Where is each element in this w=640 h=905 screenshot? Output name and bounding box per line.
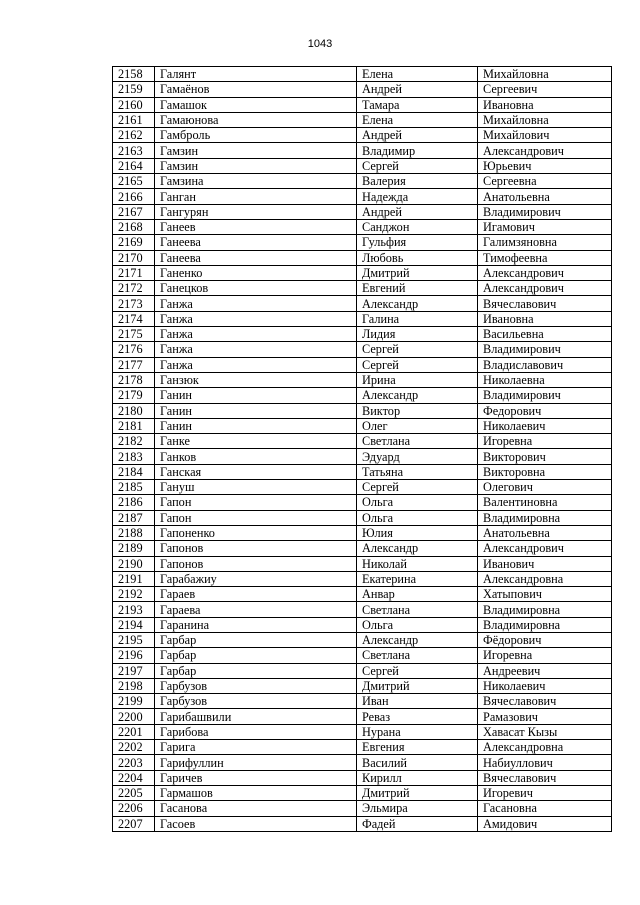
cell-patronymic: Вячеславович — [478, 694, 612, 709]
cell-last-name: Ганке — [155, 434, 357, 449]
cell-first-name: Елена — [357, 112, 478, 127]
cell-first-name: Сергей — [357, 158, 478, 173]
cell-last-name: Гамзин — [155, 158, 357, 173]
table-row — [113, 174, 612, 189]
cell-number: 2199 — [113, 694, 155, 709]
cell-number: 2190 — [113, 556, 155, 571]
table-row — [113, 663, 612, 678]
cell-last-name: Ганган — [155, 189, 357, 204]
cell-number: 2174 — [113, 311, 155, 326]
cell-first-name: Реваз — [357, 709, 478, 724]
cell-last-name: Ганин — [155, 403, 357, 418]
cell-first-name: Эльмира — [357, 801, 478, 816]
table-row — [113, 434, 612, 449]
cell-patronymic: Николаевич — [478, 418, 612, 433]
table-row — [113, 724, 612, 739]
table-row — [113, 388, 612, 403]
cell-first-name: Надежда — [357, 189, 478, 204]
cell-first-name: Галина — [357, 311, 478, 326]
table-row — [113, 250, 612, 265]
cell-first-name: Николай — [357, 556, 478, 571]
table-row — [113, 510, 612, 525]
cell-last-name: Гарбузов — [155, 694, 357, 709]
cell-last-name: Гаричев — [155, 770, 357, 785]
cell-number: 2169 — [113, 235, 155, 250]
cell-patronymic: Васильевна — [478, 327, 612, 342]
cell-last-name: Галянт — [155, 67, 357, 82]
cell-first-name: Ольга — [357, 495, 478, 510]
cell-last-name: Гасоев — [155, 816, 357, 831]
cell-last-name: Ганенко — [155, 265, 357, 280]
cell-first-name: Светлана — [357, 648, 478, 663]
table-row — [113, 709, 612, 724]
table-row — [113, 281, 612, 296]
table-row — [113, 587, 612, 602]
page-number: 1043 — [307, 38, 333, 50]
names-table — [112, 66, 612, 832]
cell-number: 2201 — [113, 724, 155, 739]
cell-number: 2173 — [113, 296, 155, 311]
cell-last-name: Ганжа — [155, 311, 357, 326]
cell-first-name: Кирилл — [357, 770, 478, 785]
cell-first-name: Александр — [357, 632, 478, 647]
cell-last-name: Гапонов — [155, 556, 357, 571]
cell-number: 2192 — [113, 587, 155, 602]
cell-number: 2175 — [113, 327, 155, 342]
cell-last-name: Гануш — [155, 480, 357, 495]
cell-patronymic: Александрович — [478, 541, 612, 556]
cell-patronymic: Александровна — [478, 740, 612, 755]
cell-patronymic: Викторовна — [478, 464, 612, 479]
table-row — [113, 449, 612, 464]
cell-first-name: Екатерина — [357, 571, 478, 586]
cell-first-name: Светлана — [357, 602, 478, 617]
cell-first-name: Светлана — [357, 434, 478, 449]
cell-first-name: Санджон — [357, 219, 478, 234]
cell-patronymic: Владимировна — [478, 510, 612, 525]
cell-patronymic: Федорович — [478, 403, 612, 418]
cell-patronymic: Амидович — [478, 816, 612, 831]
cell-first-name: Дмитрий — [357, 678, 478, 693]
cell-number: 2167 — [113, 204, 155, 219]
cell-first-name: Андрей — [357, 128, 478, 143]
cell-first-name: Валерия — [357, 174, 478, 189]
cell-last-name: Гарбар — [155, 648, 357, 663]
cell-first-name: Ирина — [357, 372, 478, 387]
table-row — [113, 755, 612, 770]
cell-last-name: Гараева — [155, 602, 357, 617]
cell-patronymic: Тимофеевна — [478, 250, 612, 265]
cell-first-name: Ольга — [357, 617, 478, 632]
table-row — [113, 678, 612, 693]
table-row — [113, 602, 612, 617]
cell-last-name: Ганжа — [155, 296, 357, 311]
cell-patronymic: Валентиновна — [478, 495, 612, 510]
cell-patronymic: Галимзяновна — [478, 235, 612, 250]
cell-first-name: Любовь — [357, 250, 478, 265]
cell-number: 2162 — [113, 128, 155, 143]
cell-number: 2172 — [113, 281, 155, 296]
table-row — [113, 82, 612, 97]
cell-last-name: Гамзина — [155, 174, 357, 189]
cell-number: 2185 — [113, 480, 155, 495]
table-row — [113, 265, 612, 280]
cell-first-name: Василий — [357, 755, 478, 770]
cell-last-name: Гарабажиу — [155, 571, 357, 586]
names-table-body — [113, 67, 612, 832]
cell-first-name: Александр — [357, 388, 478, 403]
table-row — [113, 204, 612, 219]
table-row — [113, 342, 612, 357]
cell-first-name: Сергей — [357, 663, 478, 678]
cell-patronymic: Владимировна — [478, 602, 612, 617]
cell-patronymic: Гасановна — [478, 801, 612, 816]
cell-patronymic: Николаевич — [478, 678, 612, 693]
table-row — [113, 97, 612, 112]
cell-number: 2189 — [113, 541, 155, 556]
cell-number: 2180 — [113, 403, 155, 418]
cell-patronymic: Сергеевна — [478, 174, 612, 189]
cell-number: 2181 — [113, 418, 155, 433]
cell-patronymic: Вячеславович — [478, 296, 612, 311]
table-row — [113, 158, 612, 173]
table-row — [113, 617, 612, 632]
cell-patronymic: Анатольевна — [478, 525, 612, 540]
cell-last-name: Гамзин — [155, 143, 357, 158]
cell-patronymic: Ивановна — [478, 97, 612, 112]
cell-number: 2166 — [113, 189, 155, 204]
cell-last-name: Гамаёнов — [155, 82, 357, 97]
cell-first-name: Сергей — [357, 342, 478, 357]
cell-number: 2182 — [113, 434, 155, 449]
cell-last-name: Гарига — [155, 740, 357, 755]
cell-first-name: Татьяна — [357, 464, 478, 479]
cell-last-name: Ганецков — [155, 281, 357, 296]
cell-number: 2191 — [113, 571, 155, 586]
cell-last-name: Гармашов — [155, 785, 357, 800]
table-row — [113, 525, 612, 540]
cell-number: 2204 — [113, 770, 155, 785]
cell-patronymic: Юрьевич — [478, 158, 612, 173]
cell-number: 2170 — [113, 250, 155, 265]
table-row — [113, 648, 612, 663]
cell-patronymic: Хавасат Кызы — [478, 724, 612, 739]
cell-number: 2186 — [113, 495, 155, 510]
cell-last-name: Гамашок — [155, 97, 357, 112]
table-row — [113, 556, 612, 571]
cell-patronymic: Александрович — [478, 143, 612, 158]
cell-number: 2187 — [113, 510, 155, 525]
cell-first-name: Эдуард — [357, 449, 478, 464]
cell-first-name: Владимир — [357, 143, 478, 158]
cell-patronymic: Игамович — [478, 219, 612, 234]
cell-patronymic: Набиуллович — [478, 755, 612, 770]
cell-last-name: Гарбар — [155, 632, 357, 647]
table-row — [113, 418, 612, 433]
cell-number: 2165 — [113, 174, 155, 189]
cell-last-name: Гасанова — [155, 801, 357, 816]
table-row — [113, 495, 612, 510]
cell-number: 2168 — [113, 219, 155, 234]
cell-first-name: Александр — [357, 541, 478, 556]
table-row — [113, 296, 612, 311]
cell-patronymic: Рамазович — [478, 709, 612, 724]
cell-number: 2161 — [113, 112, 155, 127]
cell-first-name: Иван — [357, 694, 478, 709]
cell-last-name: Гарифуллин — [155, 755, 357, 770]
cell-last-name: Гангурян — [155, 204, 357, 219]
cell-last-name: Гамаюнова — [155, 112, 357, 127]
cell-number: 2197 — [113, 663, 155, 678]
cell-last-name: Ганзюк — [155, 372, 357, 387]
cell-number: 2188 — [113, 525, 155, 540]
cell-patronymic: Андреевич — [478, 663, 612, 678]
table-row — [113, 235, 612, 250]
cell-number: 2179 — [113, 388, 155, 403]
cell-last-name: Гапоненко — [155, 525, 357, 540]
cell-last-name: Ганская — [155, 464, 357, 479]
cell-number: 2159 — [113, 82, 155, 97]
cell-number: 2207 — [113, 816, 155, 831]
table-row — [113, 327, 612, 342]
table-row — [113, 112, 612, 127]
cell-number: 2164 — [113, 158, 155, 173]
cell-number: 2163 — [113, 143, 155, 158]
cell-last-name: Ганков — [155, 449, 357, 464]
table-row — [113, 311, 612, 326]
cell-patronymic: Михайловна — [478, 112, 612, 127]
cell-last-name: Ганжа — [155, 327, 357, 342]
cell-number: 2198 — [113, 678, 155, 693]
cell-first-name: Дмитрий — [357, 265, 478, 280]
cell-patronymic: Викторович — [478, 449, 612, 464]
cell-number: 2206 — [113, 801, 155, 816]
table-row — [113, 372, 612, 387]
cell-patronymic: Александровна — [478, 571, 612, 586]
cell-first-name: Елена — [357, 67, 478, 82]
table-row — [113, 571, 612, 586]
cell-patronymic: Игоревна — [478, 434, 612, 449]
cell-patronymic: Фёдорович — [478, 632, 612, 647]
cell-first-name: Гульфия — [357, 235, 478, 250]
cell-last-name: Ганеев — [155, 219, 357, 234]
cell-last-name: Гапон — [155, 510, 357, 525]
cell-first-name: Нурана — [357, 724, 478, 739]
cell-last-name: Гаранина — [155, 617, 357, 632]
table-row — [113, 189, 612, 204]
cell-first-name: Сергей — [357, 357, 478, 372]
cell-first-name: Андрей — [357, 82, 478, 97]
cell-patronymic: Владимировна — [478, 617, 612, 632]
cell-number: 2158 — [113, 67, 155, 82]
cell-last-name: Гамброль — [155, 128, 357, 143]
cell-number: 2193 — [113, 602, 155, 617]
cell-patronymic: Ивановна — [478, 311, 612, 326]
cell-number: 2183 — [113, 449, 155, 464]
cell-patronymic: Михайлович — [478, 128, 612, 143]
cell-last-name: Ганеева — [155, 235, 357, 250]
table-row — [113, 785, 612, 800]
cell-number: 2194 — [113, 617, 155, 632]
cell-patronymic: Владимирович — [478, 342, 612, 357]
cell-first-name: Лидия — [357, 327, 478, 342]
table-row — [113, 464, 612, 479]
cell-number: 2178 — [113, 372, 155, 387]
cell-first-name: Александр — [357, 296, 478, 311]
cell-first-name: Евгения — [357, 740, 478, 755]
cell-last-name: Ганеева — [155, 250, 357, 265]
table-row — [113, 541, 612, 556]
table-row — [113, 694, 612, 709]
cell-number: 2184 — [113, 464, 155, 479]
cell-first-name: Андрей — [357, 204, 478, 219]
cell-last-name: Гарибова — [155, 724, 357, 739]
cell-last-name: Гарибашвили — [155, 709, 357, 724]
cell-first-name: Тамара — [357, 97, 478, 112]
cell-number: 2176 — [113, 342, 155, 357]
cell-patronymic: Игоревич — [478, 785, 612, 800]
cell-patronymic: Хатыпович — [478, 587, 612, 602]
cell-number: 2196 — [113, 648, 155, 663]
cell-first-name: Ольга — [357, 510, 478, 525]
table-row — [113, 770, 612, 785]
table-row — [113, 128, 612, 143]
cell-patronymic: Владиславович — [478, 357, 612, 372]
table-row — [113, 740, 612, 755]
cell-patronymic: Владимирович — [478, 204, 612, 219]
cell-last-name: Гапонов — [155, 541, 357, 556]
cell-number: 2160 — [113, 97, 155, 112]
cell-patronymic: Николаевна — [478, 372, 612, 387]
cell-last-name: Гапон — [155, 495, 357, 510]
cell-patronymic: Владимирович — [478, 388, 612, 403]
cell-first-name: Виктор — [357, 403, 478, 418]
cell-number: 2202 — [113, 740, 155, 755]
table-row — [113, 632, 612, 647]
cell-number: 2171 — [113, 265, 155, 280]
cell-first-name: Олег — [357, 418, 478, 433]
cell-patronymic: Иванович — [478, 556, 612, 571]
cell-first-name: Фадей — [357, 816, 478, 831]
table-row — [113, 403, 612, 418]
cell-first-name: Дмитрий — [357, 785, 478, 800]
table-row — [113, 67, 612, 82]
table-row — [113, 357, 612, 372]
cell-last-name: Гараев — [155, 587, 357, 602]
cell-patronymic: Александрович — [478, 265, 612, 280]
cell-last-name: Ганин — [155, 418, 357, 433]
cell-last-name: Ганжа — [155, 357, 357, 372]
cell-last-name: Гарбузов — [155, 678, 357, 693]
cell-patronymic: Сергеевич — [478, 82, 612, 97]
cell-last-name: Ганин — [155, 388, 357, 403]
cell-patronymic: Александрович — [478, 281, 612, 296]
table-row — [113, 143, 612, 158]
cell-first-name: Евгений — [357, 281, 478, 296]
cell-last-name: Ганжа — [155, 342, 357, 357]
cell-number: 2203 — [113, 755, 155, 770]
cell-number: 2177 — [113, 357, 155, 372]
cell-last-name: Гарбар — [155, 663, 357, 678]
cell-patronymic: Игоревна — [478, 648, 612, 663]
table-row — [113, 801, 612, 816]
cell-first-name: Анвар — [357, 587, 478, 602]
cell-number: 2200 — [113, 709, 155, 724]
cell-number: 2205 — [113, 785, 155, 800]
table-row — [113, 480, 612, 495]
cell-first-name: Юлия — [357, 525, 478, 540]
cell-patronymic: Вячеславович — [478, 770, 612, 785]
cell-patronymic: Анатольевна — [478, 189, 612, 204]
cell-patronymic: Олегович — [478, 480, 612, 495]
cell-first-name: Сергей — [357, 480, 478, 495]
cell-patronymic: Михайловна — [478, 67, 612, 82]
table-row — [113, 816, 612, 831]
table-row — [113, 219, 612, 234]
cell-number: 2195 — [113, 632, 155, 647]
